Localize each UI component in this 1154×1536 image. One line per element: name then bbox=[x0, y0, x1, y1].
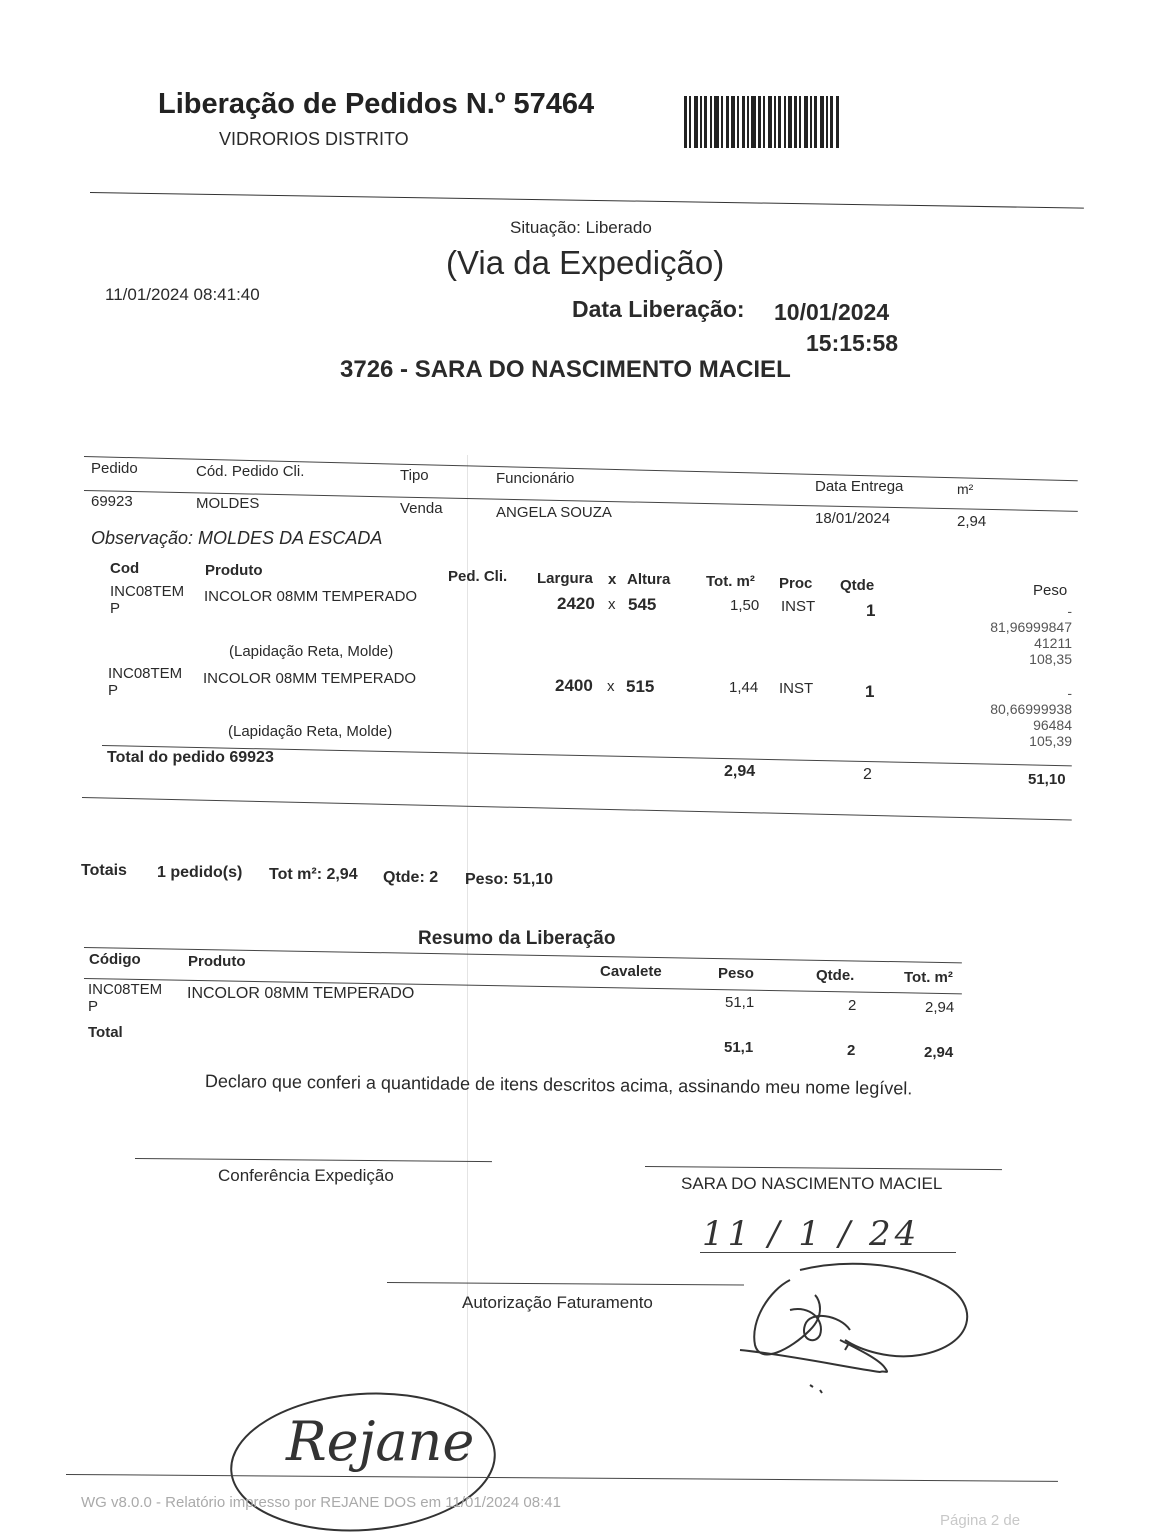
order-total-label: Total do pedido 69923 bbox=[107, 749, 274, 766]
handwritten-date: 11 / 1 / 24 bbox=[702, 1214, 921, 1254]
item-largura: 2400 bbox=[555, 676, 593, 695]
status-text: Situação: Liberado bbox=[510, 218, 652, 237]
order-observation: Observação: MOLDES DA ESCADA bbox=[91, 528, 383, 548]
signature-line-client bbox=[645, 1166, 1002, 1170]
col-pedido-label: Pedido bbox=[91, 460, 138, 477]
header-divider bbox=[90, 192, 1084, 209]
order-m2-value: 2,94 bbox=[957, 513, 987, 530]
item-peso-line3: 108,35 bbox=[1029, 651, 1072, 667]
summary-row-peso: 51,1 bbox=[725, 994, 755, 1011]
summary-title: Resumo da Liberação bbox=[418, 928, 616, 949]
signature-label-client: SARA DO NASCIMENTO MACIEL bbox=[681, 1174, 943, 1193]
col-m2-label: m² bbox=[957, 481, 974, 497]
item-peso-line2: 96484 bbox=[1033, 717, 1072, 733]
signature-label-autorizacao: Autorização Faturamento bbox=[462, 1293, 653, 1312]
summary-row-produto: INCOLOR 08MM TEMPERADO bbox=[187, 985, 415, 1002]
summary-total-label: Total bbox=[88, 1024, 123, 1041]
items-col-proc: Proc bbox=[779, 575, 813, 592]
items-col-peso: Peso bbox=[1033, 582, 1068, 599]
signature-line-autorizacao bbox=[387, 1282, 744, 1285]
summary-col-qtde: Qtde. bbox=[816, 967, 855, 984]
totals-m2: Tot m²: 2,94 bbox=[269, 866, 358, 883]
declaration-text: Declaro que conferi a quantidade de itens descritos acima, assinando meu nome legível. bbox=[204, 1071, 913, 1099]
items-col-produto: Produto bbox=[205, 562, 263, 579]
item-x: x bbox=[607, 678, 615, 695]
barcode bbox=[684, 96, 860, 148]
item-cod-line2: P bbox=[108, 682, 119, 699]
item-produto: INCOLOR 08MM TEMPERADO bbox=[203, 670, 417, 687]
order-tipo-value: Venda bbox=[400, 500, 443, 517]
col-tipo-label: Tipo bbox=[400, 467, 429, 484]
item-peso bbox=[970, 603, 1072, 667]
item-altura: 515 bbox=[626, 677, 655, 696]
item-altura: 545 bbox=[628, 595, 657, 614]
summary-row-cod-line2: P bbox=[88, 998, 99, 1015]
signature-line-conferencia bbox=[135, 1158, 492, 1162]
summary-row-tot-m2: 2,94 bbox=[925, 999, 955, 1016]
totals-label: Totais bbox=[81, 862, 127, 879]
signature-label-conferencia: Conferência Expedição bbox=[218, 1166, 394, 1185]
summary-col-produto: Produto bbox=[188, 953, 246, 970]
item-cod-line2: P bbox=[110, 600, 121, 617]
footer-page-number: Página 2 de bbox=[940, 1512, 1021, 1529]
summary-total-qtde: 2 bbox=[847, 1042, 856, 1059]
client-signature-scribble bbox=[730, 1250, 980, 1400]
items-col-cod: Cod bbox=[110, 560, 140, 577]
company-name: VIDRORIOS DISTRITO bbox=[219, 129, 409, 149]
printed-timestamp: 11/01/2024 08:41:40 bbox=[105, 285, 260, 304]
totals-peso: Peso: 51,10 bbox=[465, 871, 554, 888]
release-date: 10/01/2024 bbox=[774, 299, 890, 325]
item-peso bbox=[970, 685, 1072, 749]
summary-col-peso: Peso bbox=[718, 965, 754, 982]
summary-col-tot-m2: Tot. m² bbox=[904, 969, 953, 986]
item-x: x bbox=[608, 596, 616, 613]
release-label: Data Liberação: bbox=[572, 296, 745, 322]
totals-pedidos: 1 pedido(s) bbox=[157, 864, 243, 881]
summary-row-cod bbox=[88, 981, 162, 1015]
col-funcionario-label: Funcionário bbox=[496, 470, 575, 487]
item-peso-line1: 80,66999938 bbox=[990, 701, 1072, 717]
fold-crease bbox=[467, 455, 468, 1495]
item-proc: INST bbox=[779, 680, 814, 697]
items-col-altura: Altura bbox=[627, 571, 671, 588]
item-tot-m2: 1,50 bbox=[730, 597, 760, 614]
item-obs: (Lapidação Reta, Molde) bbox=[229, 643, 394, 660]
footer-rule bbox=[66, 1474, 1058, 1482]
item-produto: INCOLOR 08MM TEMPERADO bbox=[204, 588, 418, 605]
item-qtde: 1 bbox=[866, 601, 876, 620]
client-name: 3726 - SARA DO NASCIMENTO MACIEL bbox=[340, 356, 791, 383]
item-largura: 2420 bbox=[557, 594, 595, 613]
order-cod-pedido-cli-value: MOLDES bbox=[196, 495, 260, 512]
item-peso-dash: - bbox=[1067, 603, 1072, 619]
item-qtde: 1 bbox=[865, 682, 875, 701]
footer-report-info: WG v8.0.0 - Relatório impresso por REJANE DOS em 11/01/2024 08:41 bbox=[81, 1494, 561, 1511]
item-peso-line1: 81,96999847 bbox=[990, 619, 1072, 635]
item-cod-line1: INC08TEM bbox=[110, 583, 185, 600]
order-pedido-value: 69923 bbox=[91, 493, 133, 510]
items-col-ped-cli: Ped. Cli. bbox=[448, 568, 508, 585]
item-proc: INST bbox=[781, 598, 816, 615]
via-heading: (Via da Expedição) bbox=[446, 244, 725, 281]
order-total-qtde: 2 bbox=[863, 766, 872, 783]
order-bottom-rule bbox=[82, 797, 1072, 820]
item-cod bbox=[108, 665, 182, 699]
order-data-entrega-value: 18/01/2024 bbox=[815, 510, 891, 527]
order-funcionario-value: ANGELA SOUZA bbox=[496, 504, 612, 521]
page-title: Liberação de Pedidos N.º 57464 bbox=[158, 88, 595, 120]
summary-col-codigo: Código bbox=[89, 951, 141, 968]
items-col-x: x bbox=[608, 571, 617, 588]
col-data-entrega-label: Data Entrega bbox=[815, 478, 904, 495]
summary-total-peso: 51,1 bbox=[724, 1039, 754, 1056]
item-tot-m2: 1,44 bbox=[729, 679, 759, 696]
summary-total-tot-m2: 2,94 bbox=[924, 1044, 954, 1061]
item-peso-dash: - bbox=[1067, 685, 1072, 701]
item-cod bbox=[110, 583, 184, 617]
item-peso-line2: 41211 bbox=[1034, 635, 1072, 651]
order-total-peso: 51,10 bbox=[1028, 771, 1066, 788]
summary-col-cavalete: Cavalete bbox=[600, 963, 662, 980]
order-total-m2: 2,94 bbox=[724, 763, 756, 780]
summary-row-cod-line1: INC08TEM bbox=[88, 981, 163, 998]
totals-qtde: Qtde: 2 bbox=[383, 869, 439, 886]
items-col-largura: Largura bbox=[537, 570, 593, 587]
item-cod-line1: INC08TEM bbox=[108, 665, 183, 682]
summary-row-qtde: 2 bbox=[848, 997, 857, 1014]
operator-signature-text: Rejane bbox=[286, 1410, 475, 1473]
items-col-qtde: Qtde bbox=[840, 577, 875, 594]
release-time: 15:15:58 bbox=[806, 330, 899, 356]
item-peso-line3: 105,39 bbox=[1029, 733, 1072, 749]
items-col-tot-m2: Tot. m² bbox=[706, 573, 755, 590]
col-cod-pedido-cli-label: Cód. Pedido Cli. bbox=[196, 463, 305, 480]
item-obs: (Lapidação Reta, Molde) bbox=[228, 723, 393, 740]
